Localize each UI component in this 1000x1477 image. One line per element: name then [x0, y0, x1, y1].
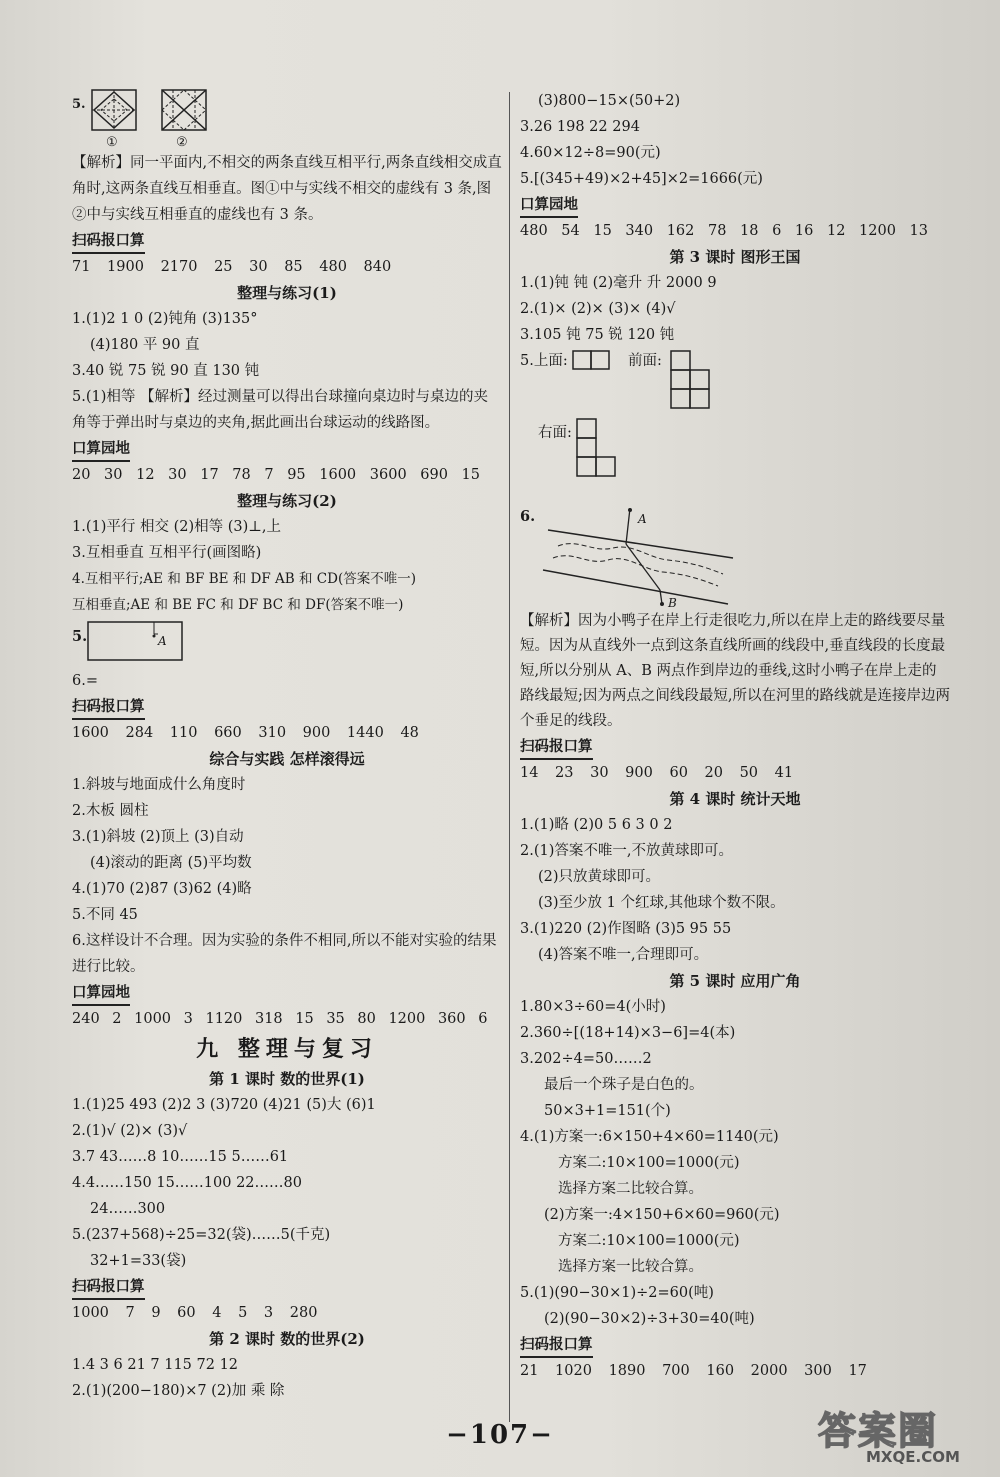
answer-line: 5.(237+568)÷25=32(袋)……5(千克) — [72, 1227, 331, 1243]
answer-line: 24……300 — [90, 1201, 166, 1217]
answer-line: 3.互相垂直 互相平行(画图略) — [72, 545, 262, 561]
side-view-label: 右面: — [538, 425, 572, 441]
answer-line: (3)800−15×(50+2) — [538, 93, 681, 109]
q5-figure-2 — [160, 88, 208, 132]
watermark-url: MXQE.COM — [866, 1448, 960, 1466]
lesson-title: 第 4 课时 统计天地 — [669, 790, 801, 808]
answer-line: (2)(90−30×2)÷3+30=40(吨) — [544, 1311, 755, 1327]
rectangle-with-point — [86, 620, 186, 664]
duck-river-figure — [520, 504, 950, 609]
answer-line: 选择方案一比较合算。 — [558, 1259, 703, 1275]
oral-answers: 480 54 15 340 162 78 18 6 16 12 1200 13 — [520, 223, 929, 239]
figure-2-label: ② — [176, 135, 188, 150]
oral-head: 口算园地 — [72, 982, 130, 1006]
answer-line: 1.(1)钝 钝 (2)毫升 升 2000 9 — [520, 275, 717, 291]
answer-line: 2.(1)√ (2)× (3)√ — [72, 1123, 188, 1139]
answer-line: 方案二:10×100=1000(元) — [558, 1233, 740, 1249]
answer-line: 5.(1)(90−30×1)÷2=60(吨) — [520, 1285, 714, 1301]
answer-line: 1.(1)25 493 (2)2 3 (3)720 (4)21 (5)大 (6)1 — [72, 1097, 376, 1113]
answer-line: 1.(1)2 1 0 (2)钝角 (3)135° — [72, 311, 258, 327]
answer-line: (2)方案一:4×150+6×60=960(元) — [544, 1207, 780, 1223]
scan-head: 扫码报口算 — [72, 230, 145, 254]
point-a-label: A — [638, 512, 647, 526]
answer-line: (4)180 平 90 直 — [90, 337, 200, 353]
q5-label: 5. — [72, 97, 86, 112]
answer-line: 方案二:10×100=1000(元) — [558, 1155, 740, 1171]
page-number: −107− — [446, 1420, 554, 1450]
answer-line: 互相垂直;AE 和 BE FC 和 DF BC 和 DF(答案不唯一) — [72, 597, 404, 613]
answer-line: 选择方案二比较合算。 — [558, 1181, 703, 1197]
right-column — [520, 88, 950, 1384]
answer-line: 1.(1)平行 相交 (2)相等 (3)⊥,上 — [72, 519, 282, 535]
chapter-title: 九 整理与复习 — [196, 1036, 378, 1062]
q6-label: 6. — [520, 508, 536, 525]
lesson-title: 第 5 课时 应用广角 — [669, 972, 801, 990]
answer-line: 3.26 198 22 294 — [520, 119, 640, 135]
q5-label: 5. — [72, 628, 88, 645]
answer-line: 1.斜坡与地面成什么角度时 — [72, 777, 246, 793]
answer-line: 1.4 3 6 21 7 115 72 12 — [72, 1357, 239, 1373]
q5-figures — [72, 88, 502, 150]
answer-line: 3.40 锐 75 锐 90 直 130 钝 — [72, 363, 260, 379]
answer-line: 4.60×12÷8=90(元) — [520, 145, 661, 161]
scan-head: 扫码报口算 — [520, 736, 593, 760]
scan-answers: 21 1020 1890 700 160 2000 300 17 — [520, 1363, 867, 1379]
side-view — [576, 418, 618, 502]
q5-analysis: 【解析】同一平面内,不相交的两条直线互相平行,两条直线相交成直角时,这两条直线互相垂直。图①中与实线不相交的虚线有 3 条,图②中与实线互相垂直的虚线也有 3 条。 — [72, 155, 502, 223]
answer-line: 5.不同 45 — [72, 907, 138, 923]
answer-line: 2.木板 圆柱 — [72, 803, 149, 819]
figure-1-label: ① — [106, 135, 118, 150]
answer-line: 4.4……150 15……100 22……80 — [72, 1175, 302, 1191]
q5-figure-1 — [90, 88, 138, 132]
answer-line: 2.(1)答案不唯一,不放黄球即可。 — [520, 843, 733, 859]
answer-paragraph: 6.这样设计不合理。因为实验的条件不相同,所以不能对实验的结果进行比较。 — [72, 933, 497, 975]
left-column — [72, 88, 502, 1404]
answer-line: 50×3+1=151(个) — [544, 1103, 671, 1119]
answer-line: (4)滚动的距离 (5)平均数 — [90, 855, 252, 871]
watermark-logo-text: 答案圈 — [818, 1409, 939, 1453]
point-a-label: A — [158, 634, 167, 648]
answer-line: 32+1=33(袋) — [90, 1253, 187, 1269]
answer-line: (2)只放黄球即可。 — [538, 869, 661, 885]
scan-head: 扫码报口算 — [72, 1276, 145, 1300]
answer-line: 4.(1)70 (2)87 (3)62 (4)略 — [72, 881, 252, 897]
q6-analysis: 【解析】因为小鸭子在岸上行走很吃力,所以在岸上走的路线要尽量短。因为从直线外一点到这条直线所画的线段中,垂直线段的长度最短,所以分别从 A、B 两点作到岸边的垂线,这时小鸭子在岸上走的路线最短;因为两点之间线段最短,所以在河里的路线就是连接岸边两个垂足的线段。 — [520, 613, 950, 729]
section-title: 整理与练习(2) — [237, 492, 337, 510]
lesson-title: 第 1 课时 数的世界(1) — [209, 1070, 365, 1088]
top-view — [572, 350, 612, 372]
answer-line: 4.(1)方案一:6×150+4×60=1140(元) — [520, 1129, 779, 1145]
answer-line: 1.80×3÷60=4(小时) — [520, 999, 666, 1015]
scan-answers: 71 1900 2170 25 30 85 480 840 — [72, 259, 392, 275]
front-view-label: 前面: — [628, 353, 662, 369]
answer-line: 最后一个珠子是白色的。 — [544, 1077, 704, 1093]
scan-answers: 1600 284 110 660 310 900 1440 48 — [72, 725, 419, 741]
front-view — [670, 350, 712, 410]
answer-line: 2.(1)× (2)× (3)× (4)√ — [520, 301, 676, 317]
answer-line: (3)至少放 1 个红球,其他球个数不限。 — [538, 895, 785, 911]
answer-paragraph: 5.(1)相等 【解析】经过测量可以得出台球撞向桌边时与桌边的夹角等于弹出时与桌边的夹角,据此画出台球运动的线路图。 — [72, 389, 488, 431]
answer-line: 3.7 43……8 10……15 5……61 — [72, 1149, 289, 1165]
answer-line: 2.360÷[(18+14)×3−6]=4(本) — [520, 1025, 736, 1041]
oral-answers: 20 30 12 30 17 78 7 95 1600 3600 690 15 — [72, 467, 481, 483]
lesson-title: 第 3 课时 图形王国 — [669, 248, 801, 266]
oral-answers: 240 2 1000 3 1120 318 15 35 80 1200 360 6 — [72, 1011, 488, 1027]
answer-line: 5.[(345+49)×2+45]×2=1666(元) — [520, 171, 763, 187]
answer-line: 1.(1)略 (2)0 5 6 3 0 2 — [520, 817, 673, 833]
point-b-label: B — [668, 596, 677, 610]
scan-answers: 1000 7 9 60 4 5 3 280 — [72, 1305, 318, 1321]
answer-line: 2.(1)(200−180)×7 (2)加 乘 除 — [72, 1383, 285, 1399]
answer-line: 3.(1)斜坡 (2)顶上 (3)自动 — [72, 829, 244, 845]
site-watermark — [808, 1400, 988, 1475]
section-title: 综合与实践 怎样滚得远 — [209, 750, 365, 768]
section-title: 整理与练习(1) — [237, 284, 337, 302]
answer-line: 3.105 钝 75 锐 120 钝 — [520, 327, 675, 343]
oral-head: 口算园地 — [520, 194, 578, 218]
answer-line: (4)答案不唯一,合理即可。 — [538, 947, 709, 963]
scan-answers: 14 23 30 900 60 20 50 41 — [520, 765, 794, 781]
q5-rectangle-figure — [72, 618, 502, 668]
answer-line: 3.(1)220 (2)作图略 (3)5 95 55 — [520, 921, 732, 937]
scan-head: 扫码报口算 — [520, 1334, 593, 1358]
scan-head: 扫码报口算 — [72, 696, 145, 720]
answer-line: 4.互相平行;AE 和 BF BE 和 DF AB 和 CD(答案不唯一) — [72, 571, 416, 587]
oral-head: 口算园地 — [72, 438, 130, 462]
lesson-title: 第 2 课时 数的世界(2) — [209, 1330, 365, 1348]
side-view-row — [520, 468, 950, 504]
top-view-label: 5.上面: — [520, 353, 568, 369]
column-divider — [509, 92, 510, 1422]
answer-line: 6.= — [72, 673, 98, 689]
answer-line: 3.202÷4=50……2 — [520, 1051, 652, 1067]
